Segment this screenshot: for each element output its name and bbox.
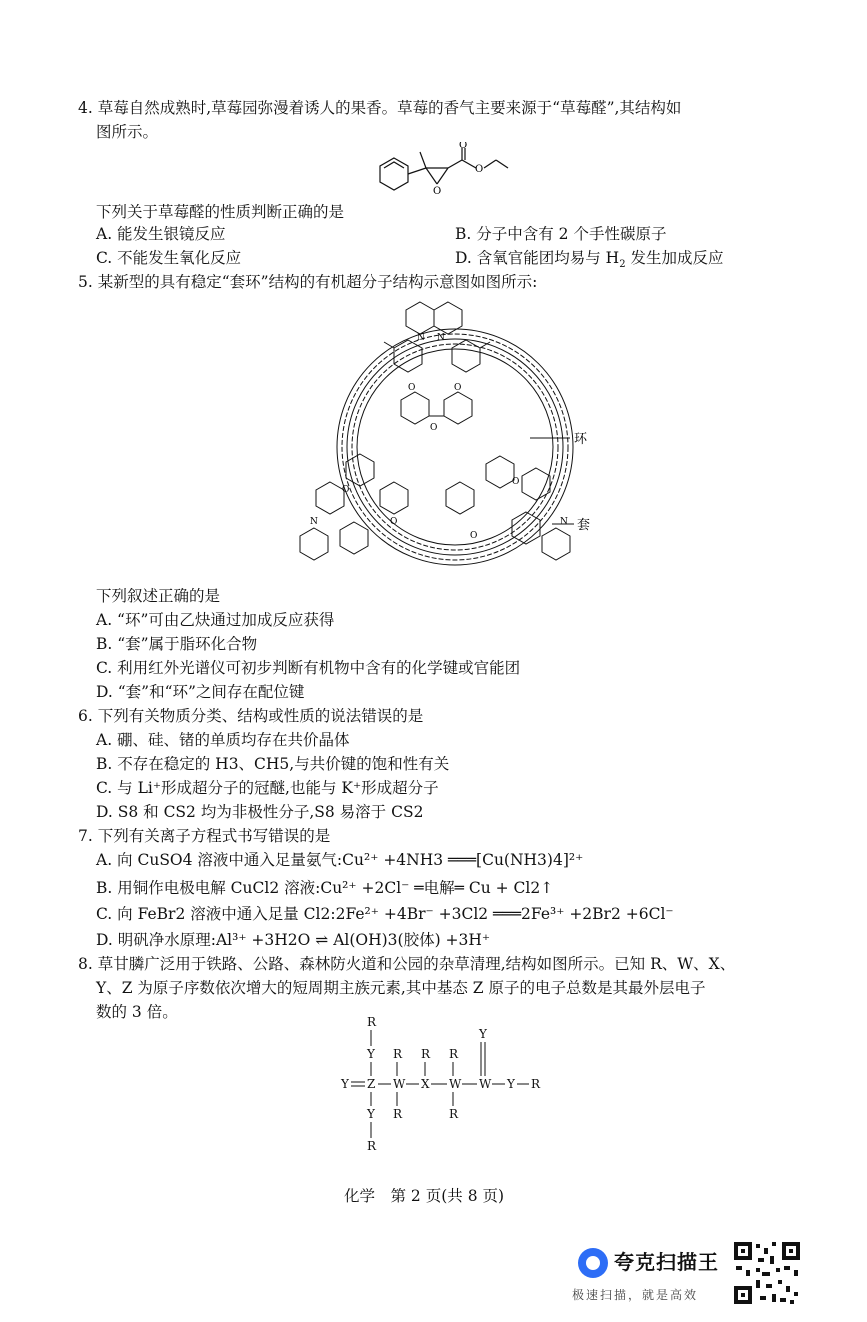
- q8-stem-line3: 数的 3 倍。: [96, 1003, 178, 1021]
- svg-text:Y: Y: [479, 1027, 487, 1041]
- q7-option-d: D. 明矾净水原理:Al³⁺ +3H2O ⇌ Al(OH)3(胶体) +3H⁺: [96, 931, 491, 949]
- quark-logo-icon: [578, 1248, 608, 1278]
- q5-option-d: D. “套”和“环”之间存在配位键: [96, 683, 305, 701]
- svg-text:Y: Y: [341, 1077, 349, 1091]
- svg-text:W: W: [449, 1077, 462, 1091]
- q7-option-a: A. 向 CuSO4 溶液中通入足量氨气:Cu²⁺ +4NH3 ═══[Cu(NH3)4]²⁺: [96, 851, 584, 869]
- q6-option-c: C. 与 Li⁺形成超分子的冠醚,也能与 K⁺形成超分子: [96, 779, 439, 797]
- q5-option-c: C. 利用红外光谱仪可初步判断有机物中含有的化学键或官能团: [96, 659, 521, 677]
- svg-text:Y: Y: [507, 1077, 515, 1091]
- supramolecular-structure: [290, 292, 620, 582]
- q4-prompt: 下列关于草莓醛的性质判断正确的是: [96, 203, 345, 221]
- q4-option-b: B. 分子中含有 2 个手性碳原子: [455, 225, 667, 243]
- svg-text:R: R: [393, 1107, 403, 1121]
- q5-stem: 5. 某新型的具有稳定“套环”结构的有机超分子结构示意图如图所示:: [78, 273, 538, 291]
- svg-text:O: O: [512, 477, 520, 487]
- q6-option-d: D. S8 和 CS2 均为非极性分子,S8 易溶于 CS2: [96, 803, 424, 821]
- svg-text:N: N: [437, 333, 445, 343]
- svg-text:O: O: [454, 383, 462, 393]
- svg-text:O: O: [342, 485, 350, 495]
- svg-text:R: R: [367, 1139, 377, 1153]
- q5-option-b: B. “套”属于脂环化合物: [96, 635, 258, 653]
- svg-text:N: N: [310, 517, 318, 527]
- svg-text:O: O: [459, 142, 468, 151]
- svg-text:X: X: [421, 1077, 430, 1091]
- glyphosate-structure: [335, 1016, 550, 1156]
- q5-option-a: A. “环”可由乙炔通过加成反应获得: [96, 611, 335, 629]
- svg-text:R: R: [531, 1077, 541, 1091]
- svg-text:Z: Z: [367, 1077, 376, 1091]
- svg-text:O: O: [390, 517, 398, 527]
- brand-tagline: 极速扫描，就是高效: [572, 1288, 699, 1302]
- svg-text:Y: Y: [367, 1107, 375, 1121]
- svg-text:R: R: [393, 1047, 403, 1061]
- q6-option-a: A. 硼、硅、锗的单质均存在共价晶体: [96, 731, 350, 749]
- svg-text:O: O: [475, 164, 484, 175]
- label-cover: 套: [577, 518, 591, 533]
- svg-text:N: N: [417, 333, 425, 343]
- q7-stem: 7. 下列有关离子方程式书写错误的是: [78, 827, 331, 845]
- q5-prompt: 下列叙述正确的是: [96, 587, 221, 605]
- q8-stem-line2: Y、Z 为原子序数依次增大的短周期主族元素,其中基态 Z 原子的电子总数是其最外层电子: [96, 979, 706, 997]
- q4-option-c: C. 不能发生氧化反应: [96, 249, 242, 267]
- q7-option-b: B. 用铜作电极电解 CuCl2 溶液:Cu²⁺ +2Cl⁻ ═电解═ Cu + Cl2↑: [96, 879, 554, 897]
- q7-option-c: C. 向 FeBr2 溶液中通入足量 Cl2:2Fe²⁺ +4Br⁻ +3Cl2 ═══2Fe³⁺ +2Br2 +6Cl⁻: [96, 905, 674, 923]
- svg-text:R: R: [449, 1107, 459, 1121]
- svg-text:O: O: [433, 186, 442, 197]
- q4-option-d: D. 含氧官能团均易与 $H_2$ 发生加成反应: [455, 249, 724, 271]
- qr-code-icon: [732, 1240, 802, 1306]
- brand-name: 夸克扫描王: [614, 1250, 719, 1274]
- svg-text:R: R: [449, 1047, 459, 1061]
- q4-stem-line2: 图所示。: [96, 123, 159, 141]
- svg-text:Y: Y: [367, 1047, 375, 1061]
- svg-text:R: R: [421, 1047, 431, 1061]
- q6-option-b: B. 不存在稳定的 H3、CH5,与共价键的饱和性有关: [96, 755, 450, 773]
- svg-text:W: W: [393, 1077, 406, 1091]
- strawberry-aldehyde-structure: [372, 142, 522, 202]
- q8-stem-line1: 8. 草甘膦广泛用于铁路、公路、森林防火道和公园的杂草清理,结构如图所示。已知 R、W、X、: [78, 955, 736, 973]
- svg-text:O: O: [430, 423, 438, 433]
- label-ring: 环: [574, 432, 588, 447]
- svg-text:O: O: [408, 383, 416, 393]
- q6-stem: 6. 下列有关物质分类、结构或性质的说法错误的是: [78, 707, 424, 725]
- svg-text:O: O: [470, 531, 478, 541]
- q4-stem-line1: 4. 草莓自然成熟时,草莓园弥漫着诱人的果香。草莓的香气主要来源于“草莓醛”,其结构如: [78, 99, 682, 117]
- svg-text:N: N: [560, 517, 568, 527]
- page-footer: 化学 第 2 页(共 8 页): [344, 1187, 505, 1205]
- q4-option-a: A. 能发生银镜反应: [96, 225, 226, 243]
- svg-text:R: R: [367, 1016, 377, 1029]
- svg-text:W: W: [479, 1077, 492, 1091]
